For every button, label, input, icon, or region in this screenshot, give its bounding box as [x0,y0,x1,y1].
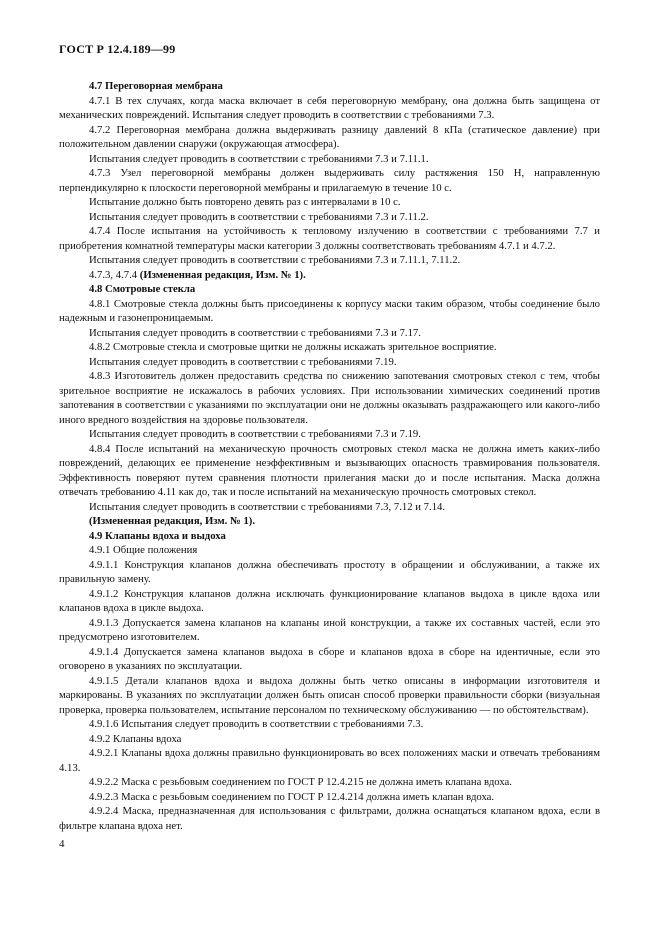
amendment-note-line [59,268,600,283]
amendment-note: (Измененная редакция, Изм. № 1). [139,268,306,281]
paragraph: 4.9.1.2 Конструкция клапанов должна исключать функционирование клапанов выдоха в цикле вдоха или клапанов вдоха в цикле выдоха. [59,587,600,614]
section-heading-4-9: 4.9 Клапаны вдоха и выдоха [89,529,226,542]
paragraph: 4.8.4 После испытаний на механическую прочность смотровых стекол маска не должна иметь каких-либо повреждений, делающих ее применение неэффективным и вызывающих опасность травмирования пользователя. Эффективность поверяют путем сравнения плотности прилегания маски до и после испытания. Маска должна отвечать требованию 4.11 как до, так и после испытаний на механическую прочность смотровых стекол. [59,442,600,498]
amendment-note-prefix: 4.7.3, 4.7.4 [89,268,140,281]
paragraph: 4.9.2.1 Клапаны вдоха должны правильно функционировать во всех положениях маски и отвечать требованиям 4.13. [59,747,600,774]
subsection-heading: 4.9.2 Клапаны вдоха [89,732,182,745]
paragraph: 4.7.1 В тех случаях, когда маска включает в себя переговорную мембрану, она должна быть защищена от механических повреждений. Испытания следует проводить в соответствии с требованиями 7.3. [59,94,600,121]
paragraph: 4.8.3 Изготовитель должен предоставить средства по снижению запотевания смотровых стекол с тем, чтобы зрительное восприятие не искажалось в рабочих условиях. При использовании химических соединений против запотевания в соответствии с указаниями по эксплуатации они не должны оказывать раздражающего или какого-либо иного вредного воздействия на здоровье пользователя. [59,370,600,426]
paragraph: 4.8.1 Смотровые стекла должны быть присоединены к корпусу маски таким образом, чтобы соединение было надежным и газонепроницаемым. [59,297,600,324]
paragraph: 4.9.1.5 Детали клапанов вдоха и выдоха должны быть четко описаны в информации изготовителя и маркированы. В указаниях по эксплуатации должен быть описан способ проверки правильности сборки (визуальная проверка, проверка пользователем, испытание персоналом по техническому обслуживанию — по обстоятельствам). [59,674,600,716]
amendment-note: (Измененная редакция, Изм. № 1). [89,515,256,527]
paragraph: 4.8.2 Смотровые стекла и смотровые щитки не должны искажать зрительное восприятие. [89,341,497,353]
paragraph: Испытание должно быть повторено девять раз с интервалами в 10 с. [89,196,401,208]
paragraph: 4.9.1.3 Допускается замена клапанов на клапаны иной конструкции, а также их составных частей, если это предусмотрено изготовителем. [59,616,600,643]
page-number: 4 [59,838,65,850]
paragraph: Испытания следует проводить в соответствии с требованиями 7.3 и 7.11.2. [89,210,429,223]
document-body [59,79,600,833]
paragraph: 4.9.1.1 Конструкция клапанов должна обеспечивать простоту в обращении и обслуживании, а также их правильную замену. [59,558,600,585]
paragraph: Испытания следует проводить в соответствии с требованиями 7.3 и 7.19. [89,428,421,440]
paragraph: Испытания следует проводить в соответствии с требованиями 7.3 и 7.11.1. [89,152,429,165]
section-heading-4-8: 4.8 Смотровые стекла [89,283,196,295]
paragraph: 4.9.1.6 Испытания следует проводить в соответствии с требованиями 7.3. [89,718,424,730]
section-heading-4-7: 4.7 Переговорная мембрана [89,80,223,92]
paragraph: 4.7.2 Переговорная мембрана должна выдерживать разницу давлений 8 кПа (статическое давление) при положительном давлении снаружи (окружающая атмосфера). [59,123,600,150]
paragraph: 4.9.2.3 Маска с резьбовым соединением по ГОСТ Р 12.4.214 должна иметь клапан вдоха. [89,790,495,803]
paragraph: Испытания следует проводить в соответствии с требованиями 7.3, 7.12 и 7.14. [89,500,445,513]
paragraph: 4.9.1.4 Допускается замена клапанов выдоха в сборе и клапанов вдоха в сборе на идентичные, если это оговорено в указаниях по эксплуатации. [59,645,600,672]
paragraph: 4.7.4 После испытания на устойчивость к тепловому излучению в соответствии с требованиями 7.7 и приобретения комнатной температуры маски категории 3 должны соответствовать требованиям 4.7.1 и 4.7.2. [59,225,600,252]
paragraph: 4.9.2.2 Маска с резьбовым соединением по ГОСТ Р 12.4.215 не должна иметь клапана вдоха. [89,776,512,788]
paragraph: Испытания следует проводить в соответствии с требованиями 7.19. [89,355,397,368]
page-header: ГОСТ Р 12.4.189—99 [59,42,176,56]
paragraph: 4.7.3 Узел переговорной мембраны должен выдерживать силу растяжения 150 Н, направленную перпендикулярно к плоскости переговорной мембраны и прилагаемую в течение 10 с. [59,167,600,194]
paragraph: Испытания следует проводить в соответствии с требованиями 7.3 и 7.17. [89,326,421,339]
subsection-heading: 4.9.1 Общие положения [89,544,198,556]
paragraph: Испытания следует проводить в соответствии с требованиями 7.3 и 7.11.1, 7.11.2. [89,254,461,266]
paragraph: 4.9.2.4 Маска, предназначенная для использования с фильтрами, должна оснащаться клапаном вдоха, если в фильтре клапана вдоха нет. [59,805,600,832]
